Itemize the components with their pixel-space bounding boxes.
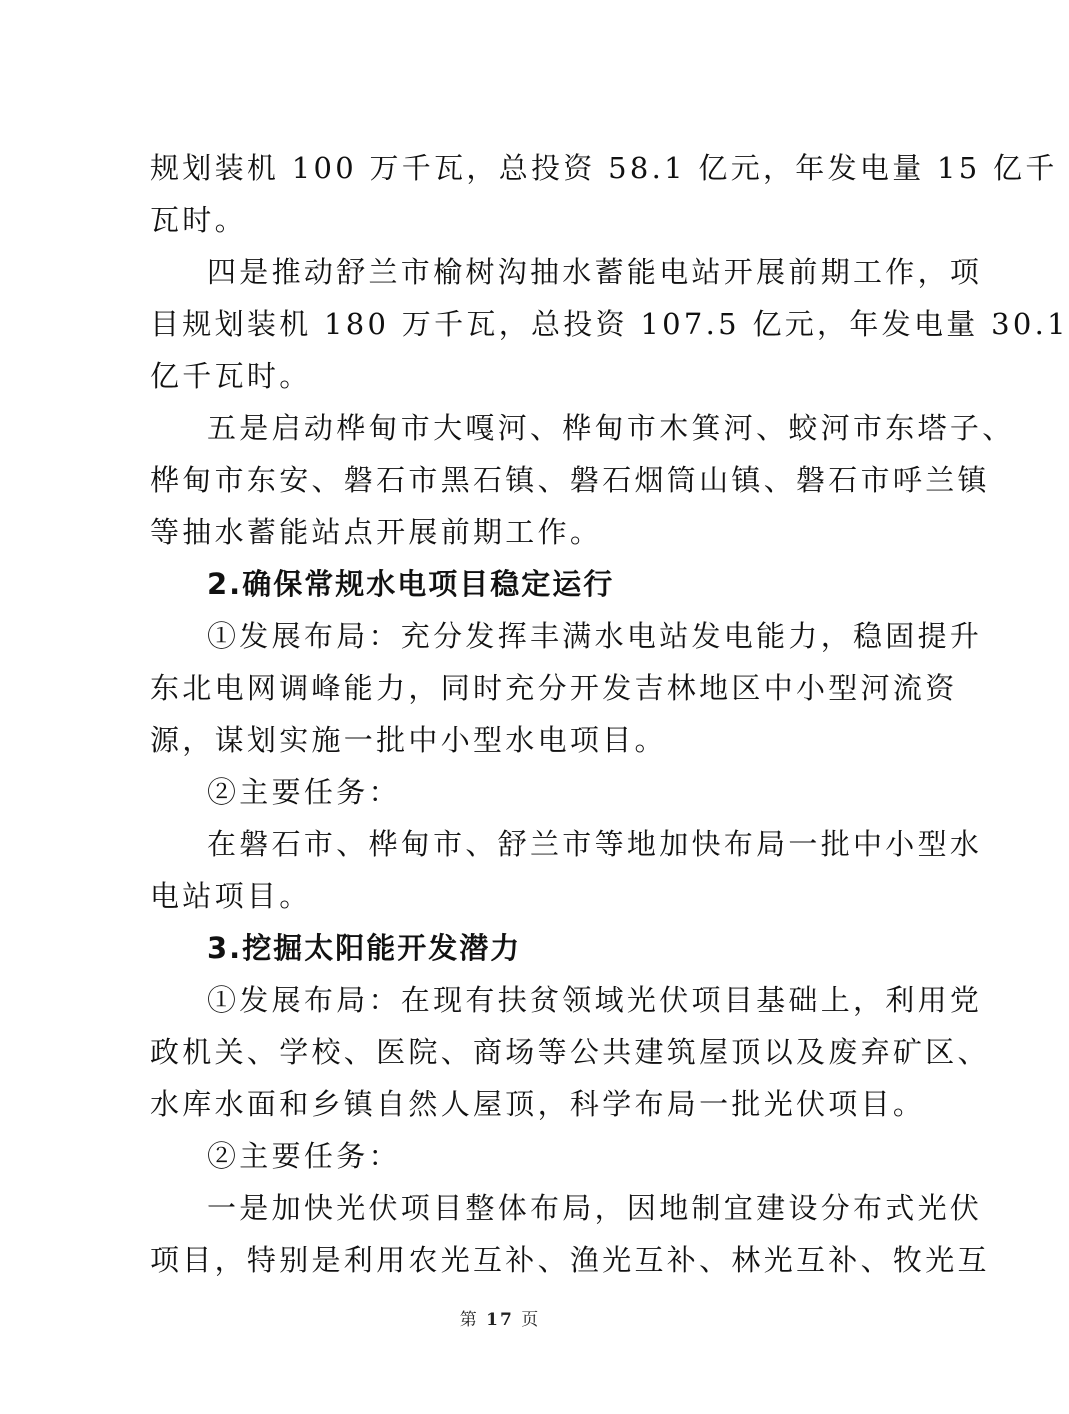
paragraph-line: ②主要任务： [207,775,401,809]
paragraph-line: 水库水面和乡镇自然人屋顶，科学布局一批光伏项目。 [150,1087,926,1121]
page-footer [0,1308,1000,1332]
page-number: 17 [486,1310,514,1330]
paragraph-line: ①发展布局：在现有扶贫领域光伏项目基础上，利用党 [207,983,983,1017]
paragraph-line: ②主要任务： [207,1139,401,1173]
paragraph-line: 项目，特别是利用农光互补、渔光互补、林光互补、牧光互 [150,1243,990,1277]
paragraph-line: 五是启动桦甸市大嘎河、桦甸市木箕河、蛟河市东塔子、 [207,411,1015,445]
paragraph-line: 规划装机 100 万千瓦，总投资 58.1 亿元，年发电量 15 亿千 [150,151,1058,185]
paragraph-line: 政机关、学校、医院、商场等公共建筑屋顶以及废弃矿区、 [150,1035,990,1069]
paragraph-line: 源，谋划实施一批中小型水电项目。 [150,723,667,757]
paragraph-line: ①发展布局：充分发挥丰满水电站发电能力，稳固提升 [207,619,983,653]
paragraph-line: 目规划装机 180 万千瓦，总投资 107.5 亿元，年发电量 30.1 [150,307,1069,341]
paragraph-line: 在磐石市、桦甸市、舒兰市等地加快布局一批中小型水 [207,827,983,861]
page-number-prefix: 第 [459,1310,479,1330]
paragraph-line: 瓦时。 [150,203,247,237]
paragraph-line: 桦甸市东安、磐石市黑石镇、磐石烟筒山镇、磐石市呼兰镇 [150,463,990,497]
section-heading: 3.挖掘太阳能开发潜力 [207,931,522,965]
paragraph-line: 四是推动舒兰市榆树沟抽水蓄能电站开展前期工作，项 [207,255,983,289]
paragraph-line: 亿千瓦时。 [150,359,312,393]
paragraph-line: 电站项目。 [150,879,312,913]
section-heading: 2.确保常规水电项目稳定运行 [207,567,615,601]
page-number-suffix: 页 [521,1310,541,1330]
paragraph-line: 东北电网调峰能力，同时充分开发吉林地区中小型河流资 [150,671,958,705]
paragraph-line: 等抽水蓄能站点开展前期工作。 [150,515,603,549]
paragraph-line: 一是加快光伏项目整体布局，因地制宜建设分布式光伏 [207,1191,983,1225]
